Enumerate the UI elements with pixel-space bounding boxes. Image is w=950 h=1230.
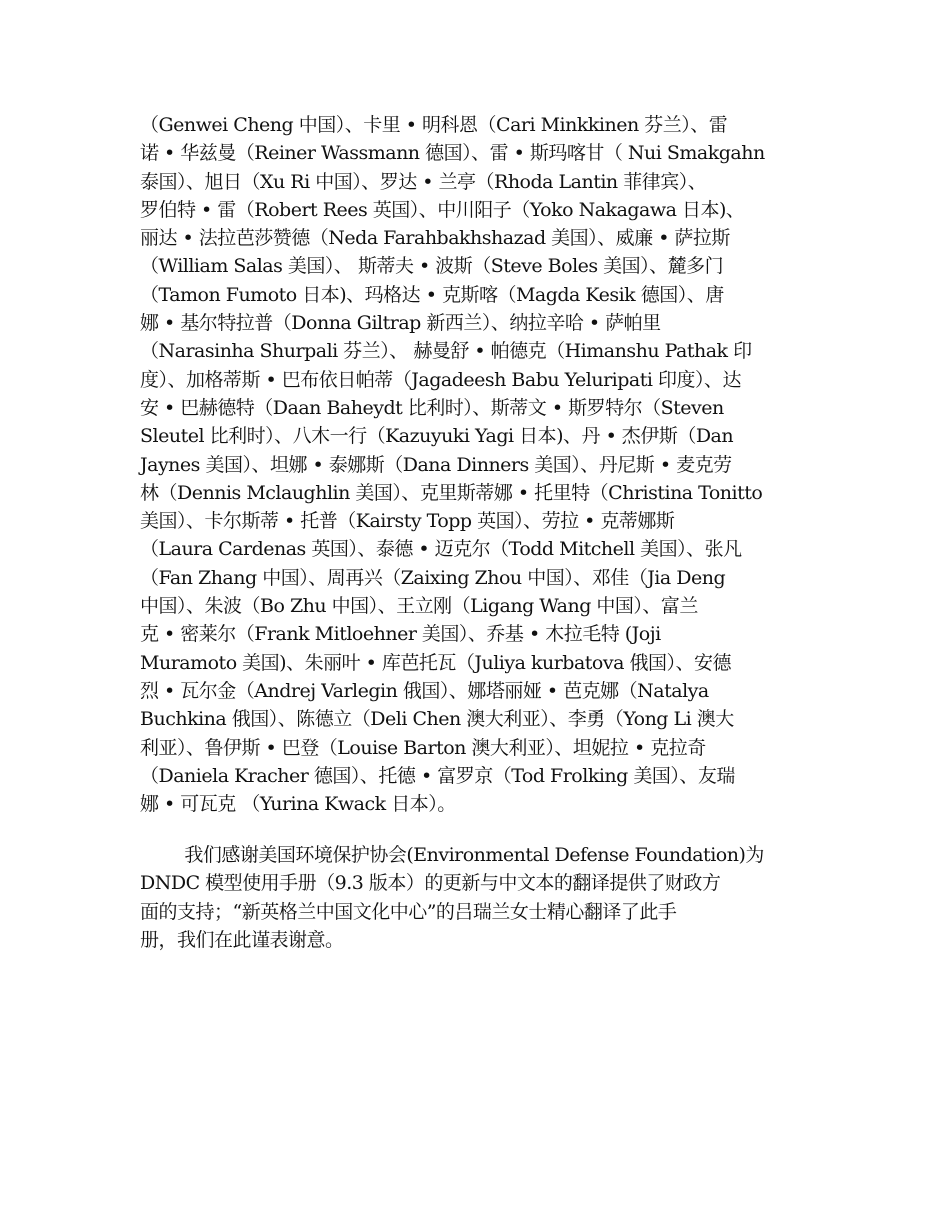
text-line: 娜 • 可瓦克 （Yurina Kwack 日本）。 [140, 793, 456, 816]
text-line: 泰国）、旭日（Xu Ri 中国）、罗达 • 兰亭（Rhoda Lantin 菲律宾）、 [140, 170, 707, 193]
text-line: 诺 • 华兹曼（Reiner Wassmann 德国）、雷 • 斯玛喀甘（ Nui Smakgahn [140, 142, 765, 165]
text-line: Jaynes 美国）、坦娜 • 泰娜斯（Dana Dinners 美国）、丹尼斯 • 麦克劳 [140, 453, 732, 476]
text-line: 丽达 • 法拉芭莎赞德（Neda Farahbakhshazad 美国）、威廉 • 萨拉斯 [140, 227, 730, 250]
text-line: 安 • 巴赫德特（Daan Baheydt 比利时）、斯蒂文 • 斯罗特尔（Steven [140, 396, 724, 419]
text-line: （Fan Zhang 中国）、周再兴（Zaixing Zhou 中国）、邓佳（Jia Deng [140, 566, 726, 589]
funding-thanks-paragraph [140, 841, 810, 954]
text-line: 中国）、朱波（Bo Zhu 中国）、王立刚（Ligang Wang 中国）、富兰 [140, 595, 698, 618]
text-line: 烈 • 瓦尔金（Andrej Varlegin 俄国）、娜塔丽娅 • 芭克娜（Natalya [140, 679, 709, 702]
text-line: 利亚）、鲁伊斯 • 巴登（Louise Barton 澳大利亚）、坦妮拉 • 克拉奇 [140, 736, 706, 759]
text-line: 罗伯特 • 雷（Robert Rees 英国）、中川阳子（Yoko Nakagawa 日本)、 [140, 198, 745, 221]
text-line: 度）、加格蒂斯 • 巴布依日帕蒂（Jagadeesh Babu Yeluripati 印度）、达 [140, 368, 741, 391]
text-line: 克 • 密莱尔（Frank Mitloehner 美国）、乔基 • 木拉毛特 (Joji [140, 623, 661, 646]
text-line: （Narasinha Shurpali 芬兰）、 赫曼舒 • 帕德克（Himanshu Pathak 印 [140, 340, 752, 363]
acknowledgement-names-paragraph [140, 111, 810, 818]
text-line: （Daniela Kracher 德国）、托德 • 富罗京（Tod Frolking 美国）、友瑞 [140, 764, 735, 787]
text-line: Muramoto 美国)、朱丽叶 • 库芭托瓦（Juliya kurbatova 俄国）、安德 [140, 651, 731, 674]
text-line: Sleutel 比利时）、八木一行（Kazuyuki Yagi 日本)、丹 • 杰伊斯（Dan [140, 425, 734, 448]
text-line: 册，我们在此谨表谢意。 [140, 928, 344, 951]
text-line: Buchkina 俄国）、陈德立（Deli Chen 澳大利亚）、李勇（Yong Li 澳大 [140, 708, 734, 731]
text-line: （Genwei Cheng 中国）、卡里 • 明科恩（Cari Minkkinen 芬兰）、雷 [140, 114, 728, 136]
text-line: （William Salas 美国）、 斯蒂夫 • 波斯（Steve Boles 美国）、麓多门 [140, 255, 724, 278]
text-line: 我们感谢美国环境保护协会(Environmental Defense Foundation)为 [140, 844, 764, 866]
text-line: 娜 • 基尔特拉普（Donna Giltrap 新西兰）、纳拉辛哈 • 萨帕里 [140, 312, 661, 335]
text-line: （Laura Cardenas 英国）、泰德 • 迈克尔（Todd Mitchell 美国）、张凡 [140, 538, 742, 561]
text-line: 美国）、卡尔斯蒂 • 托普（Kairsty Topp 英国）、劳拉 • 克蒂娜斯 [140, 510, 675, 533]
text-line: （Tamon Fumoto 日本)、玛格达 • 克斯喀（Magda Kesik 德国）、唐 [140, 283, 724, 306]
text-line: 林（Dennis Mclaughlin 美国）、克里斯蒂娜 • 托里特（Christina Tonitto [140, 481, 763, 504]
text-line: 面的支持；“新英格兰中国文化中心”的吕瑞兰女士精心翻译了此手 [140, 900, 677, 923]
text-line: DNDC 模型使用手册（9.3 版本）的更新与中文本的翻译提供了财政方 [140, 872, 721, 895]
